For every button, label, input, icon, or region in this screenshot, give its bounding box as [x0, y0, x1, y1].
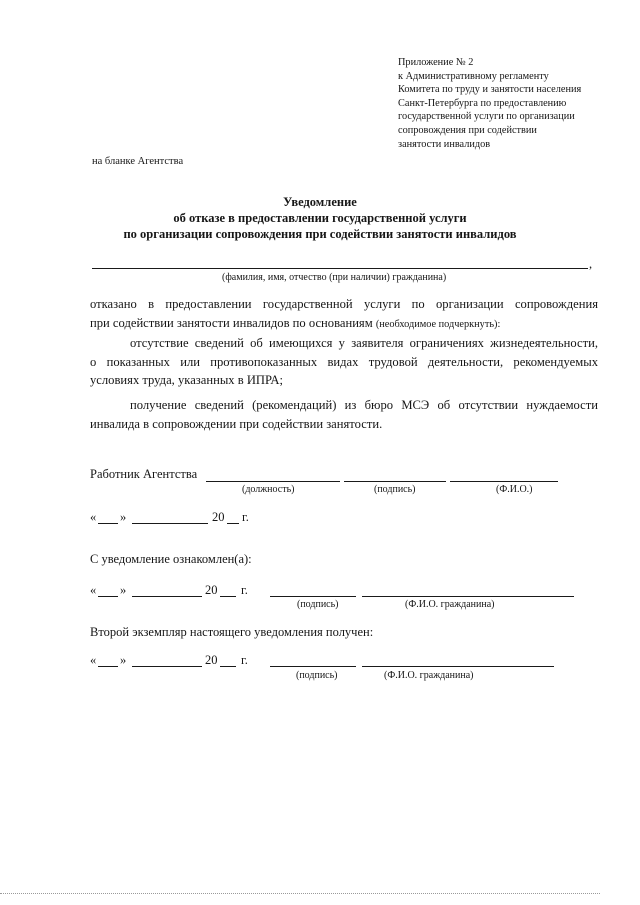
date-close-quote: »: [120, 583, 127, 597]
date-year-line: [227, 523, 239, 524]
citizen-signature-line: [270, 666, 356, 667]
second-copy-label: Второй экземпляр настоящего уведомления получен:: [90, 625, 374, 639]
date-year-line: [220, 596, 236, 597]
refusal-line: при содействии занятости инвалидов по основаниям: [90, 315, 373, 330]
citizen-name-line: [362, 666, 554, 667]
date-year-suffix: г.: [242, 510, 249, 524]
citizen-name-caption: (фамилия, имя, отчество (при наличии) гражданина): [222, 272, 447, 283]
date-month-line: [132, 523, 208, 524]
signature-caption: (подпись): [374, 484, 416, 495]
date-open-quote: «: [90, 653, 97, 667]
date-close-quote: »: [120, 510, 127, 524]
scan-edge-divider: [0, 893, 600, 894]
signature-caption: (подпись): [296, 670, 338, 681]
date-close-quote: »: [120, 653, 127, 667]
date-open-quote: «: [90, 583, 97, 597]
date-day-line: [98, 596, 118, 597]
date-year-prefix: 20: [205, 653, 218, 667]
reason-line: получение сведений (рекомендаций) из бюро МСЭ об отсутствии нуждаемости: [130, 398, 598, 412]
appendix-line: к Административному регламенту: [398, 70, 549, 82]
document-title: [80, 194, 560, 242]
date-year-line: [220, 666, 236, 667]
refusal-paragraph: [90, 295, 598, 334]
position-caption: (должность): [242, 484, 295, 495]
reason-2-paragraph: [90, 396, 598, 433]
reason-line: отсутствие сведений об имеющихся у заявителя ограничениях жизнедеятельности,: [130, 336, 598, 350]
reason-line: условиях труда, указанных в ИПРА;: [90, 373, 284, 387]
name-line-comma: ,: [589, 257, 593, 271]
signature-line: [344, 481, 446, 482]
appendix-line: Комитета по труду и занятости населения: [398, 84, 582, 96]
position-line: [206, 481, 340, 482]
date-day-line: [98, 523, 118, 524]
citizen-name-caption: (Ф.И.О. гражданина): [405, 599, 495, 610]
appendix-header: [398, 56, 618, 151]
date-month-line: [132, 596, 202, 597]
citizen-name-line: [92, 268, 588, 269]
date-day-line: [98, 666, 118, 667]
date-year-prefix: 20: [205, 583, 218, 597]
title-line: Уведомление: [283, 195, 357, 209]
date-month-line: [132, 666, 202, 667]
appendix-line: Приложение № 2: [398, 57, 474, 68]
refusal-line: отказано в предоставлении государственной услуги по организации сопровождения: [90, 297, 598, 311]
citizen-signature-line: [270, 596, 356, 597]
date-open-quote: «: [90, 510, 97, 524]
reason-line: о показанных или противопоказанных видах трудовой деятельности, рекомендуемых: [90, 354, 598, 369]
acquainted-label: С уведомление ознакомлен(а):: [90, 552, 252, 566]
date-year-suffix: г.: [241, 583, 248, 597]
appendix-line: государственной услуги по организации: [398, 111, 575, 123]
letterhead-note: на бланке Агентства: [92, 156, 184, 167]
date-year-prefix: 20: [212, 510, 225, 524]
worker-name-caption: (Ф.И.О.): [496, 484, 533, 495]
refusal-note: (необходимое подчеркнуть):: [375, 318, 501, 330]
citizen-name-caption: (Ф.И.О. гражданина): [384, 670, 474, 681]
appendix-line: Санкт-Петербурга по предоставлению: [398, 97, 567, 109]
date-year-suffix: г.: [241, 653, 248, 667]
reason-line: инвалида в сопровождении при содействии занятости.: [90, 416, 383, 431]
citizen-name-line: [362, 596, 574, 597]
title-line: об отказе в предоставлении государственной услуги: [173, 211, 467, 225]
worker-name-line: [450, 481, 558, 482]
reason-1-paragraph: [90, 334, 598, 390]
signature-caption: (подпись): [297, 599, 339, 610]
appendix-line: занятости инвалидов: [398, 138, 491, 150]
worker-label: Работник Агентства: [90, 467, 198, 481]
title-line: по организации сопровождения при содействии занятости инвалидов: [123, 227, 517, 241]
appendix-line: сопровождения при содействии: [398, 124, 537, 136]
